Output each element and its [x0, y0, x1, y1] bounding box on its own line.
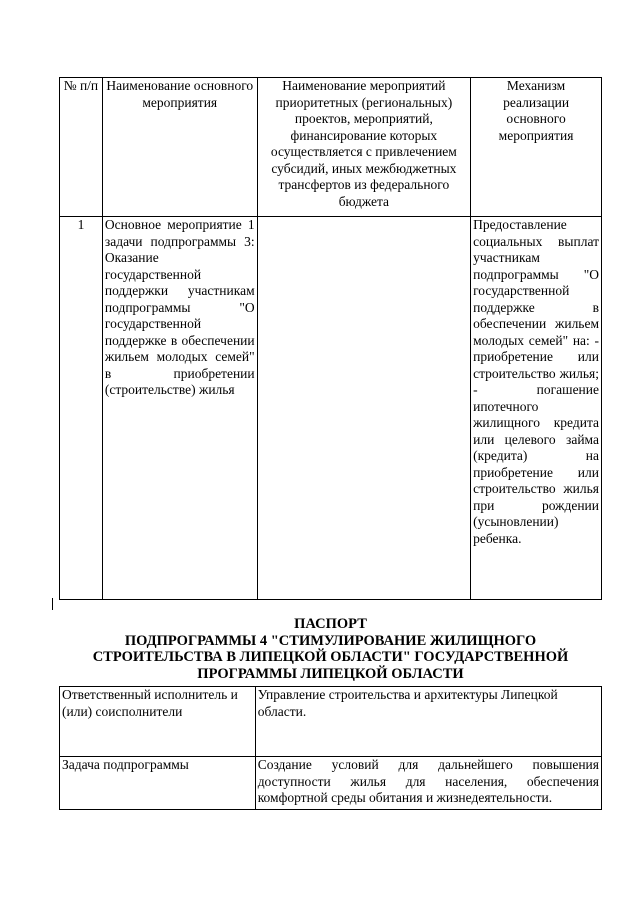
passport-value: Создание условий для дальнейшего повышения доступности жилья для населения, обеспечения комфортной среды обитания и жизнедеятельности.	[255, 757, 601, 810]
passport-value: Управление строительства и архитектуры Липецкой области.	[255, 687, 601, 757]
title-line: СТРОИТЕЛЬСТВА В ЛИПЕЦКОЙ ОБЛАСТИ" ГОСУДАРСТВЕННОЙ	[92, 649, 569, 665]
title-line: ПРОГРАММЫ ЛИПЕЦКОЙ ОБЛАСТИ	[197, 665, 464, 682]
title-line: ПАСПОРТ	[294, 616, 367, 632]
passport-table	[59, 686, 602, 810]
row-mechanism: Предоставление социальных выплат участникам подпрограммы "О государственной поддержке в обеспечении жильем молодых семей" на: - приобретение или строительство жилья; - погашение ипотечного жилищного кредита или целевого займа (кредита) на приобретение или строительство жилья при рождении (усыновлении) ребенка.	[471, 217, 602, 600]
title-line: ПОДПРОГРАММЫ 4 "СТИМУЛИРОВАНИЕ ЖИЛИЩНОГО	[124, 632, 537, 649]
passport-row	[60, 687, 602, 757]
row-priority-projects	[257, 217, 470, 600]
activities-table	[59, 77, 602, 600]
header-priority-projects: Наименование мероприятий приоритетных (региональных) проектов, мероприятий, финансирование которых осуществляется с привлечением субсидий, иных межбюджетных трансфертов из федерального бюджета	[257, 78, 470, 217]
passport-label: Задача подпрограммы	[60, 757, 256, 810]
header-num: № п/п	[60, 78, 103, 217]
text-cursor	[52, 598, 53, 610]
table-header-row	[60, 78, 602, 217]
table-row	[60, 217, 602, 600]
passport-title	[59, 616, 602, 682]
row-main-activity: Основное мероприятие 1 задачи подпрограммы 3: Оказание государственной поддержки участникам подпрограммы "О государственной поддержке в обеспечении жильем молодых семей" в приобретении (строительстве) жилья	[102, 217, 257, 600]
passport-label: Ответственный исполнитель и (или) соисполнители	[60, 687, 256, 757]
header-mechanism: Механизм реализации основного мероприятия	[471, 78, 602, 217]
row-num: 1	[60, 217, 103, 600]
passport-row	[60, 757, 602, 810]
header-main-activity: Наименование основного мероприятия	[102, 78, 257, 217]
